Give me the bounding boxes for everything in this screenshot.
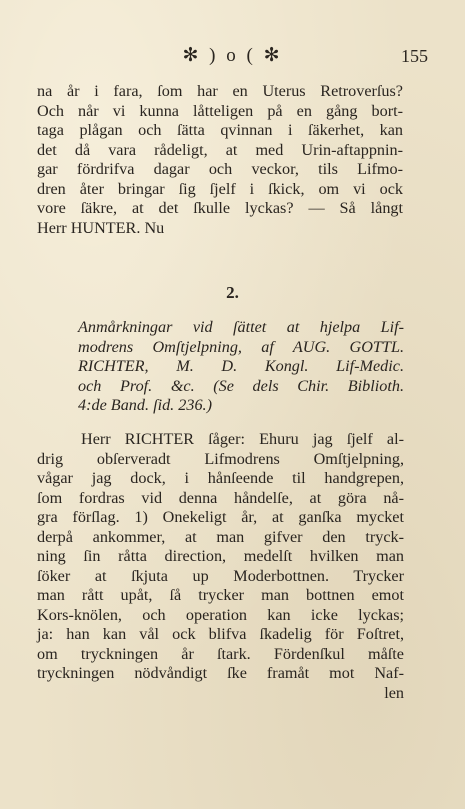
section-number: 2. [226,283,239,302]
header-ornament: ✻ ) o ( ✻ [182,45,283,66]
text-line: Herr RICHTER ſåger: Ehuru jag ſjelf al- [81,430,404,448]
text-line: tryckningen nödvåndigt ſke framåt mot Naf- [37,664,404,682]
page-header [0,42,465,72]
text-line: Och når vi kunna låtteligen på en gång bort- [37,101,403,120]
text-line: gra förſlag. 1) Onekeligt år, at ganſka mycket [37,508,404,526]
text-line: om tryckningen år ſtark. Fördenſkul måſte [37,644,404,663]
citation-line: modrens Omſtjelpning, af AUG. GOTTL. [78,337,404,356]
text-line: dren åter bringar ſig ſjelf i ſkick, om vi ock [37,179,403,198]
page-number: 155 [401,46,428,66]
text-line: len [384,683,404,702]
text-line: vore ſäkre, at det ſkulle lyckas? — Så långt [37,199,403,217]
text-line: derpå ankommer, at man gifver den tryck- [37,527,404,546]
text-line: taga plågan och ſätta qvinnan i ſäkerhet, kan [37,121,403,139]
text-line: ning ſin råtta direction, medelſt hvilken man [37,547,404,565]
text-line: Kors-knölen, och operation kan icke lyckas; [37,605,404,624]
text-line: man rått upåt, ſå trycker man bottnen emot [37,586,404,604]
text-line: Herr HUNTER. Nu [37,218,165,237]
citation-line: och Prof. &c. (Se dels Chir. Biblioth. [78,376,404,395]
citation-block [78,318,404,416]
text-line: drig obſerveradt Lifmodrens Omſtjelpning, [37,449,404,468]
citation-line: Anmårkningar vid ſättet at hjelpa Lif- [78,318,404,336]
paragraph-continued [37,82,403,238]
citation-line: 4:de Band. ſid. 236.) [78,396,212,414]
text-line: gar fördrifva dagar och veckor, tils Lifmo- [37,160,403,178]
text-line: vågar jag dock, i hånſeende til handgrepen, [37,469,404,487]
text-line: ſom fordras vid denna håndelſe, at göra nå- [37,488,404,507]
text-line: na år i fara, ſom har en Uterus Retroverſus? [37,82,403,100]
paragraph-richter [37,430,404,703]
citation-line: RICHTER, M. D. Kongl. Lif-Medic. [78,357,404,375]
text-line: ja: han kan vål ock blifva ſkadelig för Foſtret, [37,625,404,643]
text-line: det då vara rådeligt, at med Urin-aftappnin- [37,140,403,159]
text-line: ſöker at ſkjuta up Moderbottnen. Trycker [37,566,404,585]
